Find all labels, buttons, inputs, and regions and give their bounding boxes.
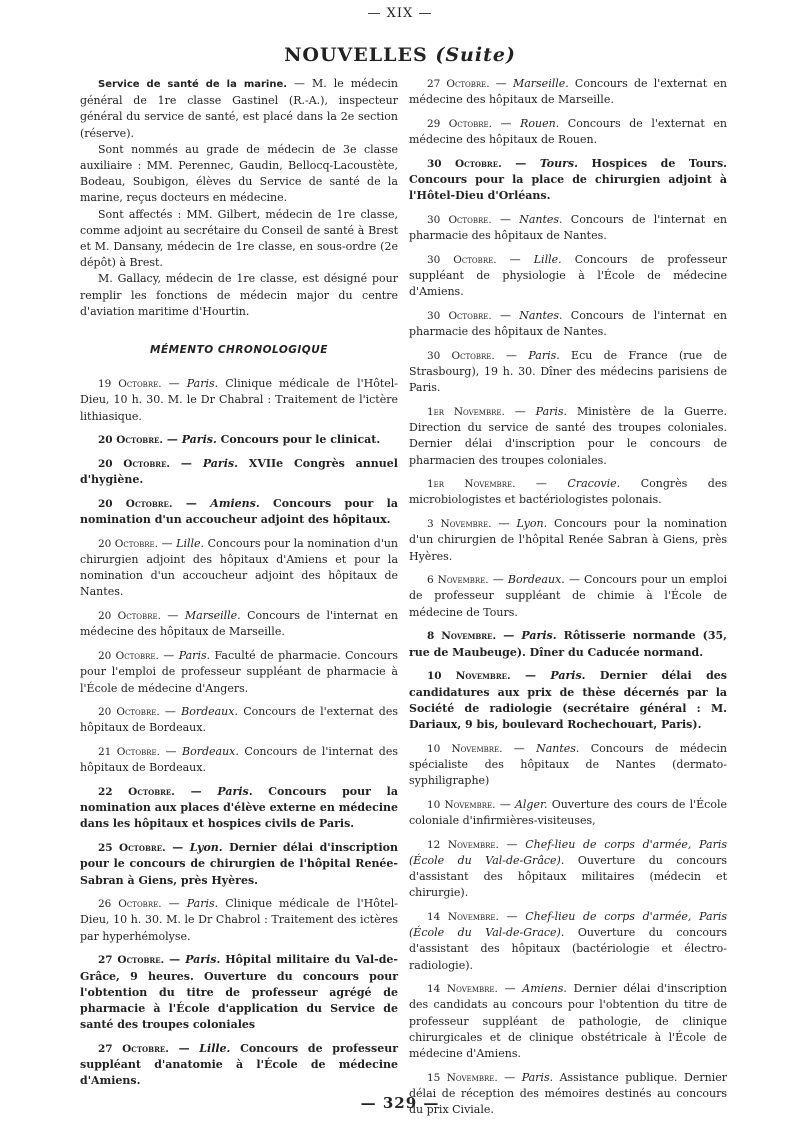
entry-place: Paris. (528, 348, 560, 362)
entry-place: Bordeaux. (181, 705, 238, 719)
entry-separator: — (160, 609, 185, 623)
memento-entry (409, 981, 727, 1062)
entry-separator: — (159, 745, 183, 759)
entry-place: Chef-lieu de corps d'armée, Paris (École du Val-de-Grâce). (409, 837, 727, 867)
intro-paragraph-3: Sont affectés : MM. Gilbert, médecin de 1re classe, comme adjoint au secrétaire du Conseil de santé à Brest et M. Dansany, médecin de 1re classe, en sous-ordre (2e dépôt) à Brest. (80, 207, 398, 270)
entry-date: 14 Novembre. (427, 983, 498, 996)
entry-text: Dernier délai d'inscription pour le concours de chirurgien de l'hôpital Renée-Sabran à Giens, près Hyères. (80, 841, 398, 887)
entry-separator: — (495, 797, 515, 811)
memento-entry (80, 840, 398, 889)
entry-separator: — (491, 517, 517, 531)
entry-date: 22 Octobre. (98, 786, 175, 799)
entry-text: Concours de l'internat des hôpitaux de Bordeaux. (80, 745, 398, 775)
memento-entry (409, 476, 727, 508)
entry-separator: — (158, 536, 177, 550)
entry-separator: — (515, 477, 568, 491)
entry-date: 30 Octobre. (427, 309, 492, 322)
entry-date: 30 Octobre. (427, 349, 495, 362)
memento-entry (80, 896, 398, 945)
entry-separator: — (161, 377, 187, 391)
entry-date: 21 Octobre. (98, 746, 160, 759)
entry-separator: — (170, 457, 203, 471)
memento-entry (409, 156, 727, 205)
memento-entry (409, 668, 727, 733)
entry-place: Lille. (199, 1041, 231, 1055)
entry-date: 30 Octobre. (427, 213, 492, 226)
entry-place: Paris. (521, 1070, 554, 1084)
memento-entry (409, 909, 727, 974)
entry-date: 14 Novembre. (427, 910, 499, 923)
entry-separator: — (494, 348, 529, 362)
left-column (80, 76, 398, 1097)
entry-separator: — (497, 982, 523, 996)
page-number: — 329 — (360, 1094, 440, 1112)
entry-text: Concours de professeur suppléant d'anatomie à l'École de médecine d'Amiens. (80, 1041, 398, 1088)
entry-separator: — (498, 909, 526, 923)
entry-place: Paris. (550, 669, 586, 683)
entry-date: 20 Octobre. (98, 650, 159, 663)
entry-text: Concours pour la nomination aux places d'élève externe en médecine dans les hôpitaux et hospices civils de Paris. (80, 785, 398, 831)
entry-place: Amiens. (522, 982, 567, 996)
memento-entry (409, 212, 727, 244)
entry-text: Assistance publique. Dernier délai de réception des mémoires destinés au concours du prix Civiale. (409, 1070, 728, 1117)
memento-entry (80, 536, 398, 601)
intro-paragraph-1 (80, 76, 398, 142)
entry-separator: — (489, 77, 513, 90)
intro-paragraph-4: M. Gallacy, médecin de 1re classe, est désigné pour remplir les fonctions de médecin major du centre d'aviation maritime d'Hourtin. (80, 272, 398, 318)
entry-separator: — (161, 897, 187, 911)
entry-separator: — (491, 308, 520, 322)
entry-date: 6 Novembre. (427, 574, 489, 587)
entry-separator: — (174, 785, 218, 799)
memento-entry (80, 952, 398, 1033)
entry-text: Faculté de pharmacie. Concours pour l'emploi de professeur suppléant de pharmacie à l'École de médecine d'Angers. (80, 649, 399, 695)
title-suite: (Suite) (435, 44, 516, 66)
entry-separator: — (496, 629, 522, 643)
entry-place: Chef-lieu de corps d'armée, Paris (École du Val-de-Grace). (409, 909, 727, 940)
intro-lead: Service de santé de la marine. (98, 79, 288, 90)
memento-entry (409, 741, 727, 790)
entry-date: 10 Novembre. (427, 670, 511, 683)
entry-text: Clinique médicale de l'Hôtel-Dieu, 10 h. 30. M. le Dr Chabral : Traitement de l'ictère lithiasique. (80, 377, 398, 423)
entry-place: Paris. (186, 377, 219, 391)
entry-text: Rôtisserie normande (35, rue de Maubeuge). Dîner du Caducée normand. (409, 629, 728, 659)
right-entries (409, 76, 727, 1118)
entry-text: Hôpital militaire du Val-de-Grâce, 9 heures. Ouverture du concours pour l'obtention du titre de professeur agrégé de pharmacie à l'École d'application du Service de santé des troupes coloniales (80, 953, 398, 1032)
entry-date: 15 Novembre. (427, 1071, 498, 1084)
entry-date: 1er Novembre. (427, 478, 516, 491)
entry-place: Amiens. (210, 496, 260, 510)
entry-date: 3 Novembre. (427, 518, 492, 531)
entry-date: 20 Octobre. (98, 497, 173, 510)
entry-date: 1er Novembre. (427, 405, 505, 418)
entry-place: Nantes. (519, 212, 563, 226)
entry-text: — Concours pour un emploi de professeur suppléant de chimie à l'École de médecine de Tours. (409, 573, 727, 619)
entry-place: Tours. (539, 156, 578, 170)
entry-separator: — (164, 953, 186, 967)
memento-entry (80, 704, 398, 736)
memento-entry (409, 572, 727, 621)
entry-date: 30 Octobre. (427, 157, 502, 170)
entry-date: 10 Novembre. (427, 798, 496, 811)
entry-date: 30 Octobre. (427, 253, 497, 266)
memento-entry (80, 784, 398, 833)
entry-date: 26 Octobre. (98, 898, 162, 911)
intro-text-1: — M. le médecin général de 1re classe Gastinel (R.-A.), inspecteur général du service de santé, est placé dans la 2e section (réserve). (80, 77, 398, 140)
entry-place: Paris. (178, 649, 211, 663)
entry-date: 20 Octobre. (98, 434, 164, 447)
memento-entry (409, 308, 727, 340)
memento-entry (80, 1041, 398, 1090)
entry-date: 25 Octobre. (98, 842, 166, 855)
entry-place: Bordeaux. (182, 745, 239, 759)
entry-date: 19 Octobre. (98, 378, 162, 391)
entry-place: Lyon. (516, 517, 548, 531)
entry-date: 27 Octobre. (98, 1042, 169, 1055)
entry-separator: — (501, 156, 540, 170)
entry-separator: — (504, 404, 536, 418)
entry-date: 20 Octobre. (98, 706, 160, 719)
entry-text: Concours de l'externat des hôpitaux de Bordeaux. (80, 705, 398, 735)
entry-place: Marseille. (512, 77, 569, 90)
entry-place: Lille. (176, 536, 205, 550)
memento-entry (80, 496, 398, 528)
entry-place: Marseille. (184, 609, 241, 623)
entry-text: Concours de l'externat en médecine des hôpitaux de Marseille. (409, 77, 727, 107)
entry-date: 20 Octobre. (98, 537, 159, 550)
entry-date: 10 Novembre. (427, 742, 503, 755)
memento-entry (409, 404, 727, 469)
entry-place: Paris. (535, 404, 568, 418)
entry-place: Paris. (186, 897, 219, 911)
entry-separator: — (172, 496, 211, 510)
entry-date: 20 Octobre. (98, 610, 161, 623)
page-header-roman: — XIX — (367, 6, 433, 21)
entry-text: Concours de l'externat en médecine des hôpitaux de Rouen. (409, 116, 727, 147)
entry-place: Paris. (181, 433, 217, 447)
entry-place: Nantes. (536, 741, 580, 755)
entry-separator: — (502, 741, 537, 755)
entry-text: Ouverture des cours de l'École coloniale d'infirmières-visiteuses, (409, 797, 727, 827)
entry-text: Ouverture du concours d'assistant des hôpitaux militaires (médecin et chirurgie). (409, 853, 727, 900)
memento-entry (80, 456, 398, 488)
entry-text: Clinique médicale de l'Hôtel-Dieu, 10 h. 30. M. le Dr Chabrol : Traitement des ictères par hyperhémolyse. (80, 897, 398, 943)
left-entries (80, 376, 398, 1089)
memento-entry (409, 837, 727, 902)
entry-text: Hospices de Tours. Concours pour la place de chirurgien adjoint à l'Hôtel-Dieu d'Orléans. (409, 156, 727, 203)
entry-separator: — (491, 212, 520, 226)
entry-place: Lyon. (189, 841, 223, 855)
entry-date: 8 Novembre. (427, 630, 497, 643)
entry-text: Dernier délai des candidatures aux prix de thèse décernés par la Société de radiologie (secrétaire général : M. Dariaux, 9 bis, boulevard Rochechouart, Paris). (409, 669, 727, 731)
entry-separator: — (496, 252, 534, 266)
memento-entry (409, 252, 727, 301)
entry-separator: — (165, 841, 190, 855)
entry-place: Paris. (202, 457, 238, 471)
entry-place: Bordeaux. (507, 573, 565, 587)
entry-date: 12 Novembre. (427, 838, 499, 851)
entry-separator: — (492, 116, 521, 130)
entry-place: Paris. (185, 953, 221, 967)
memento-entry (80, 376, 398, 425)
entry-separator: — (497, 1070, 522, 1084)
entry-place: Paris. (217, 785, 253, 799)
entry-separator: — (488, 573, 508, 587)
entry-text: Concours de l'internat en médecine des hôpitaux de Marseille. (80, 609, 398, 639)
memento-entry (409, 628, 727, 660)
memento-entry (80, 608, 398, 640)
entry-place: Alger. (514, 797, 548, 811)
memento-entry (409, 348, 727, 397)
entry-text: Ministère de la Guerre. Direction du service de santé des troupes coloniales. Dernier délai d'inscription pour le concours de pharmacien des troupes coloniales. (409, 404, 727, 467)
entry-separator: — (168, 1041, 200, 1055)
entry-text: Concours pour le clinicat. (216, 433, 381, 447)
entry-text: Concours pour la nomination d'un accoucheur adjoint des hôpitaux. (80, 496, 398, 527)
entry-text: Dernier délai d'inscription des candidats au concours pour l'obtention du titre de professeur suppléant de pathologie, de clinique chirurgicales et de clinique obstétricale à l'École de médecine d'Amiens. (409, 982, 727, 1061)
memento-entry (80, 744, 398, 776)
entry-date: 29 Octobre. (427, 117, 492, 130)
entry-text: Concours pour la nomination d'un chirurgien adjoint des hôpitaux d'Amiens et pour la nomination d'un accoucheur adjoint des hôpitaux de Nantes. (80, 536, 399, 599)
right-column (409, 76, 727, 1126)
entry-separator: — (159, 705, 182, 719)
entry-text: Ecu de France (rue de Strasbourg), 19 h. 30. Dîner des médecins parisiens de Paris. (409, 348, 727, 395)
entry-place: Nantes. (519, 308, 563, 322)
entry-text: Concours de médecin spécialiste des hôpitaux de Nantes (dermato-syphiligraphe) (409, 741, 727, 788)
memento-entry (409, 76, 727, 108)
entry-place: Lille. (533, 252, 562, 266)
entry-separator: — (163, 433, 182, 447)
entry-date: 27 Octobre. (427, 78, 490, 90)
memento-entry (80, 648, 398, 697)
memento-entry (409, 116, 727, 148)
entry-separator: — (498, 837, 526, 851)
entry-place: Cracovie. (567, 477, 621, 491)
memento-entry (409, 516, 727, 565)
entry-text: Ouverture du concours d'assistant des hôpitaux (bactériologie et électro-radiologie). (409, 926, 727, 972)
entry-place: Rouen. (520, 116, 560, 130)
memento-entry (80, 432, 398, 448)
intro-paragraph-2: Sont nommés au grade de médecin de 3e classe auxiliaire : MM. Perennec, Gaudin, Bellocq-Lacoustète, Bodeau, Soubigon, élèves du Service de santé de la marine, reçus docteurs en médecine. (80, 142, 398, 205)
entry-text: XVIIe Congrès annuel d'hygiène. (80, 457, 398, 487)
section-title: MÉMENTO CHRONOLOGIQUE (150, 344, 328, 357)
entry-text: Concours de professeur suppléant de physiologie à l'École de médecine d'Amiens. (409, 252, 728, 299)
memento-entry (409, 797, 727, 829)
entry-separator: — (510, 669, 551, 683)
entry-text: Concours de l'internat en pharmacie des hôpitaux de Nantes. (409, 308, 727, 339)
entry-separator: — (158, 649, 179, 663)
entry-text: Concours pour la nomination d'un chirurgien de l'hôpital Renée Sabran à Giens, près Hyères. (409, 517, 727, 563)
entry-date: 20 Octobre. (98, 458, 171, 471)
entry-place: Paris. (521, 629, 557, 643)
title-main: NOUVELLES (284, 44, 428, 66)
page-title (0, 44, 800, 66)
entry-text: Congrès des microbiologistes et bactériologistes polonais. (409, 477, 727, 507)
entry-date: 27 Octobre. (98, 954, 165, 967)
entry-text: Concours de l'internat en pharmacie des hôpitaux de Nantes. (409, 212, 727, 243)
